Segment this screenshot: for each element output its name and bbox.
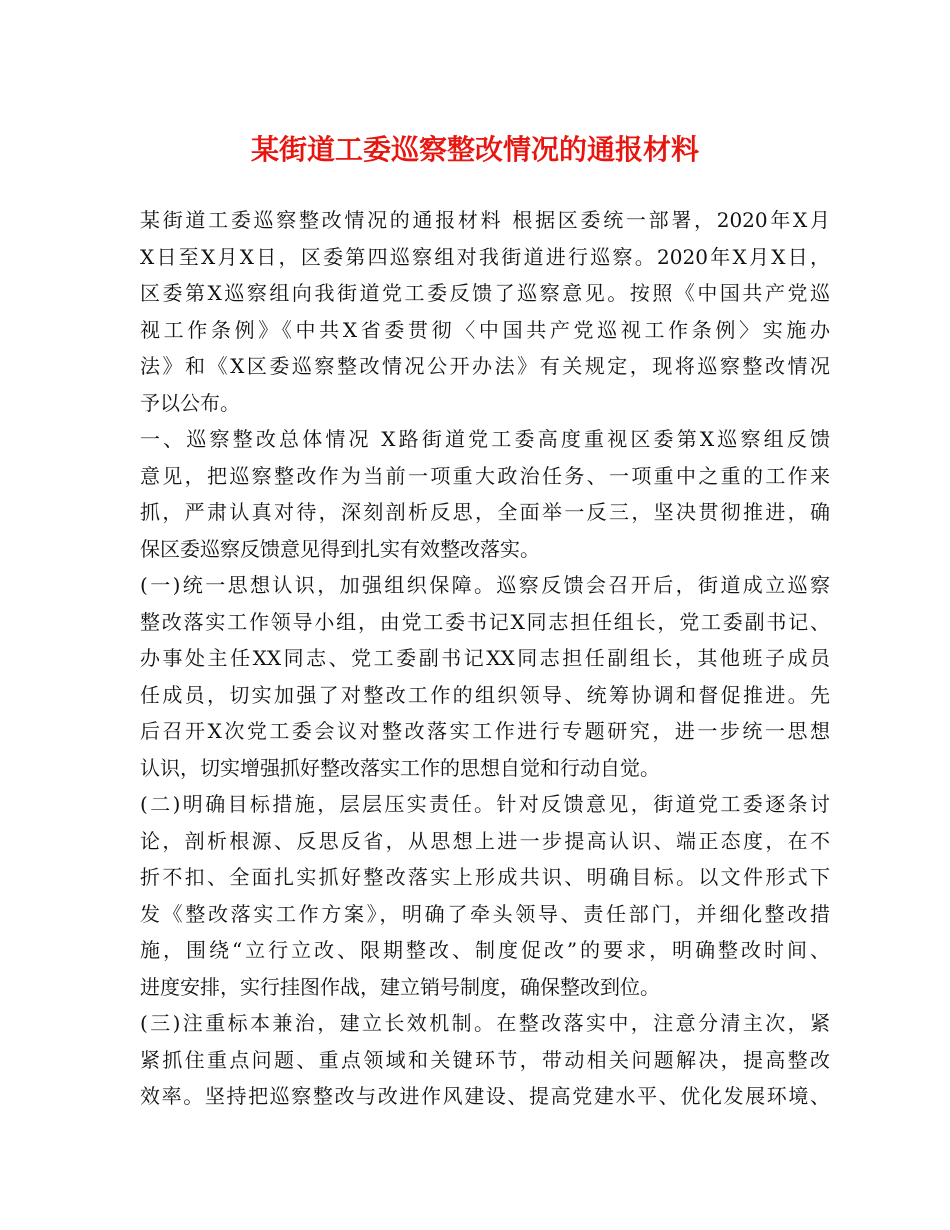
body-line: 法》和《X区委巡察整改情况公开办法》有关规定，现将巡察整改情况 xyxy=(140,354,830,378)
document-body xyxy=(140,202,830,1115)
body-line: 办事处主任XX同志、党工委副书记XX同志担任副组长，其他班子成员 xyxy=(140,646,830,670)
body-line: 某街道工委巡察整改情况的通报材料 根据区委统一部署，2020年X月 xyxy=(140,208,830,232)
body-line: 意见，把巡察整改作为当前一项重大政治任务、一项重中之重的工作来 xyxy=(140,463,830,488)
body-line: (二)明确目标措施，层层压实责任。针对反馈意见，街道党工委逐条讨 xyxy=(140,792,830,816)
body-line: 抓，严肃认真对待，深刻剖析反思，全面举一反三，坚决贯彻推进，确 xyxy=(140,500,830,524)
body-line: 视工作条例》《中共X省委贯彻〈中国共产党巡视工作条例〉实施办 xyxy=(140,317,830,342)
body-line: 施，围绕“立行立改、限期整改、制度促改”的要求，明确整改时间、 xyxy=(140,938,830,962)
body-line: 论，剖析根源、反思反省，从思想上进一步提高认识、端正态度，在不 xyxy=(140,828,830,853)
document-title: 某街道工委巡察整改情况的通报材料 xyxy=(250,133,699,166)
body-line: 折不扣、全面扎实抓好整改落实上形成共识、明确目标。以文件形式下 xyxy=(140,865,830,889)
body-line: (一)统一思想认识，加强组织保障。巡察反馈会召开后，街道成立巡察 xyxy=(140,573,830,597)
body-line: 区委第X巡察组向我街道党工委反馈了巡察意见。按照《中国共产党巡 xyxy=(140,281,830,305)
body-line: 发《整改落实工作方案》，明确了牵头领导、责任部门，并细化整改措 xyxy=(140,901,830,926)
body-line: (三)注重标本兼治，建立长效机制。在整改落实中，注意分清主次，紧 xyxy=(140,1011,830,1035)
body-line: 保区委巡察反馈意见得到扎实有效整改落实。 xyxy=(140,536,540,561)
body-line: 后召开X次党工委会议对整改落实工作进行专题研究，进一步统一思想 xyxy=(140,719,830,743)
body-line: 予以公布。 xyxy=(140,390,240,415)
body-line: 紧抓住重点问题、重点领域和关键环节，带动相关问题解决，提高整改 xyxy=(140,1047,830,1072)
body-line: 整改落实工作领导小组，由党工委书记X同志担任组长，党工委副书记、 xyxy=(140,609,830,634)
body-line: X日至X月X日，区委第四巡察组对我街道进行巡察。2020年X月X日， xyxy=(140,244,830,269)
body-line: 一、巡察整改总体情况 X路街道党工委高度重视区委第X巡察组反馈 xyxy=(140,427,830,451)
body-line: 效率。坚持把巡察整改与改进作风建设、提高党建水平、优化发展环境、 xyxy=(140,1084,830,1108)
body-line: 认识，切实增强抓好整改落实工作的思想自觉和行动自觉。 xyxy=(140,755,660,780)
body-line: 进度安排，实行挂图作战，建立销号制度，确保整改到位。 xyxy=(140,974,660,999)
body-line: 任成员，切实加强了对整改工作的组织领导、统筹协调和督促推进。先 xyxy=(140,682,830,707)
